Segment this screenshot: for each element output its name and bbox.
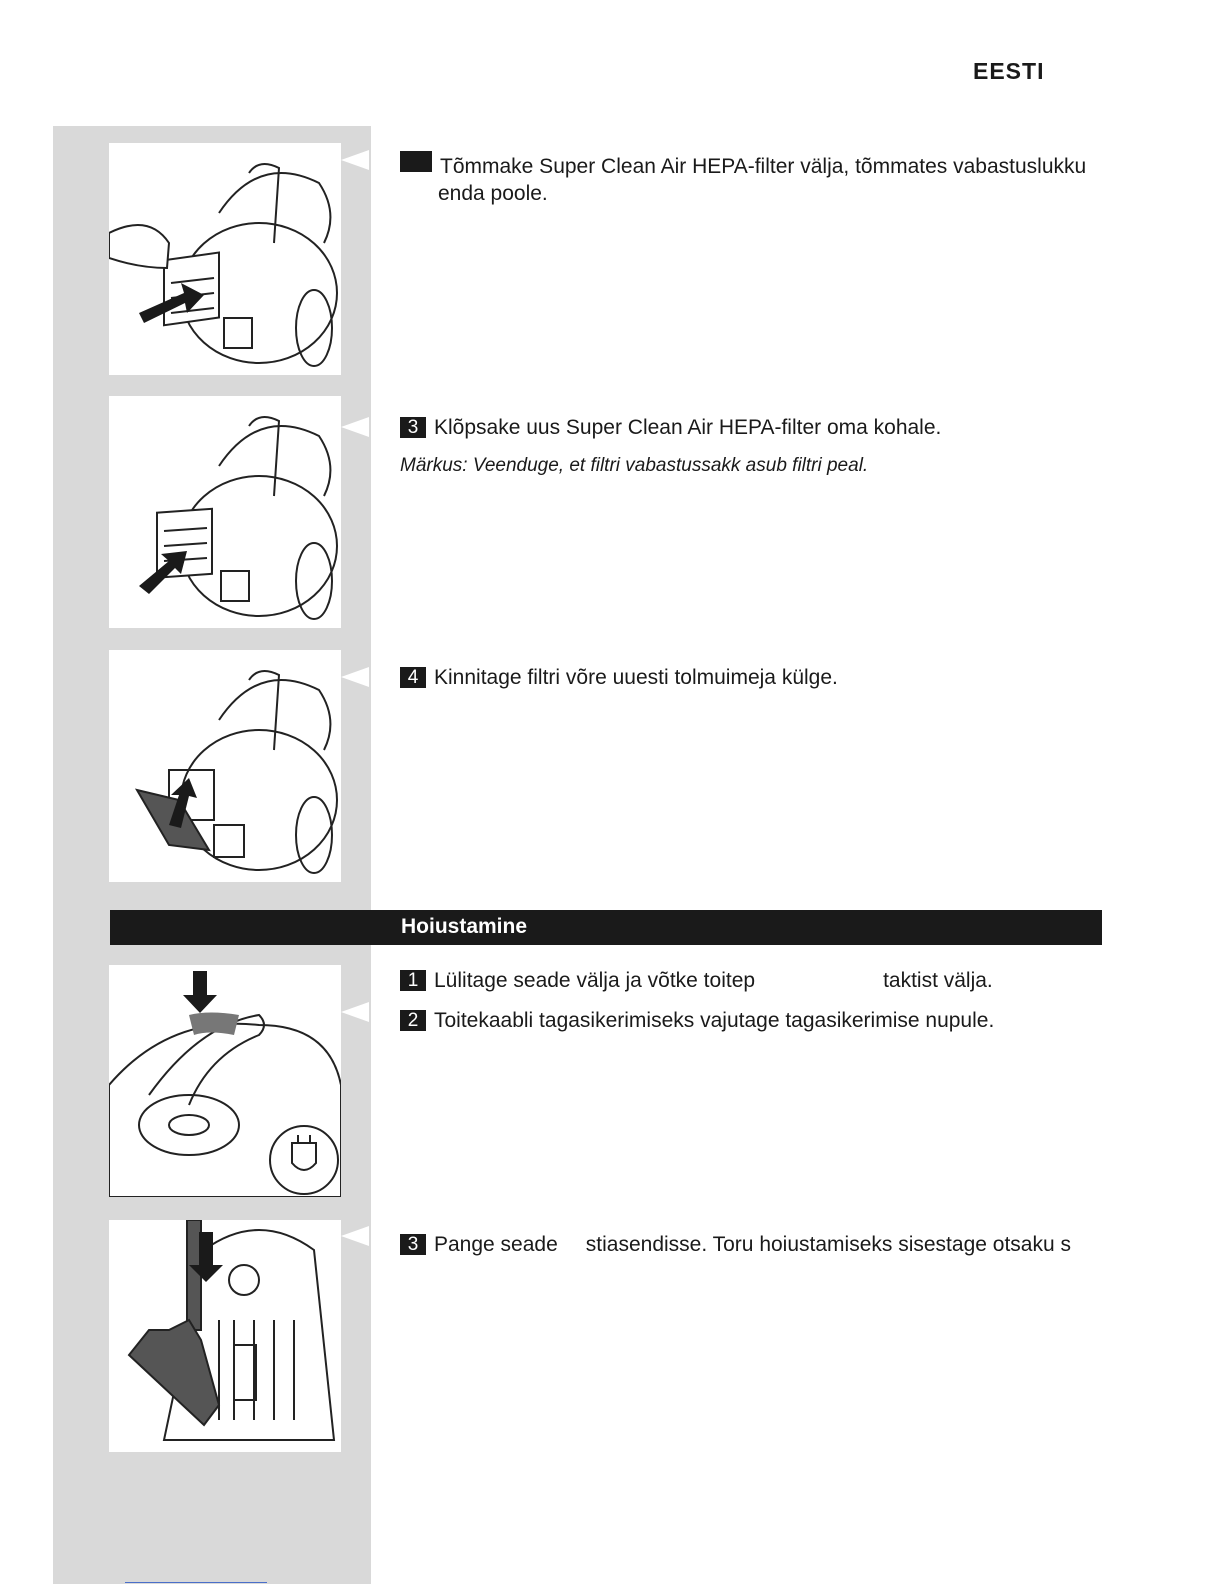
vacuum-filter-insert-illustration	[109, 396, 341, 628]
step-3	[400, 414, 1110, 441]
step-number: 2	[400, 1010, 426, 1031]
footer-rule	[125, 1582, 267, 1583]
illustration-pointer	[341, 1002, 369, 1022]
language-label: EESTI	[973, 58, 1045, 84]
step-text: Tõmmake Super Clean Air HEPA-filter välja, tõmmates vabastuslukku	[440, 155, 1087, 178]
step-4	[400, 664, 1110, 691]
note-text: Märkus: Veenduge, et filtri vabastussakk asub filtri peal.	[400, 455, 869, 476]
step-number: 3	[400, 417, 426, 438]
storage-step-1	[400, 967, 1110, 994]
step-number: 1	[400, 970, 426, 991]
step-text-tail: taktist välja.	[883, 969, 993, 992]
vacuum-cord-rewind-illustration	[109, 965, 341, 1197]
step-text: Klõpsake uus Super Clean Air HEPA-filter oma kohale.	[434, 416, 942, 439]
storage-step-3	[400, 1231, 1110, 1258]
illustration-pointer	[341, 417, 369, 437]
vacuum-filter-remove-illustration	[109, 143, 341, 375]
step-text: Lülitage seade välja ja võtke toitep	[434, 969, 756, 992]
step-text-tail: stiasendisse. Toru hoiustamiseks sisestage otsaku s	[585, 1233, 1071, 1256]
step-text: Pange seade	[434, 1233, 558, 1256]
vacuum-grille-attach-illustration	[109, 650, 341, 882]
step-number	[400, 151, 432, 172]
vacuum-upright-storage-illustration	[109, 1220, 341, 1452]
step-text: Toitekaabli tagasikerimiseks vajutage tagasikerimise nupule.	[434, 1009, 995, 1032]
storage-step-2	[400, 1007, 1110, 1034]
illustration-pointer	[341, 150, 369, 170]
section-header	[110, 910, 1102, 945]
step-2	[400, 151, 1110, 207]
step-text-continued: enda poole.	[438, 182, 548, 205]
step-number: 3	[400, 1234, 426, 1255]
illustration-pointer	[341, 667, 369, 687]
illustration-pointer	[341, 1226, 369, 1246]
section-title: Hoiustamine	[401, 915, 528, 938]
step-text: Kinnitage filtri võre uuesti tolmuimeja külge.	[434, 666, 838, 689]
step-number: 4	[400, 667, 426, 688]
